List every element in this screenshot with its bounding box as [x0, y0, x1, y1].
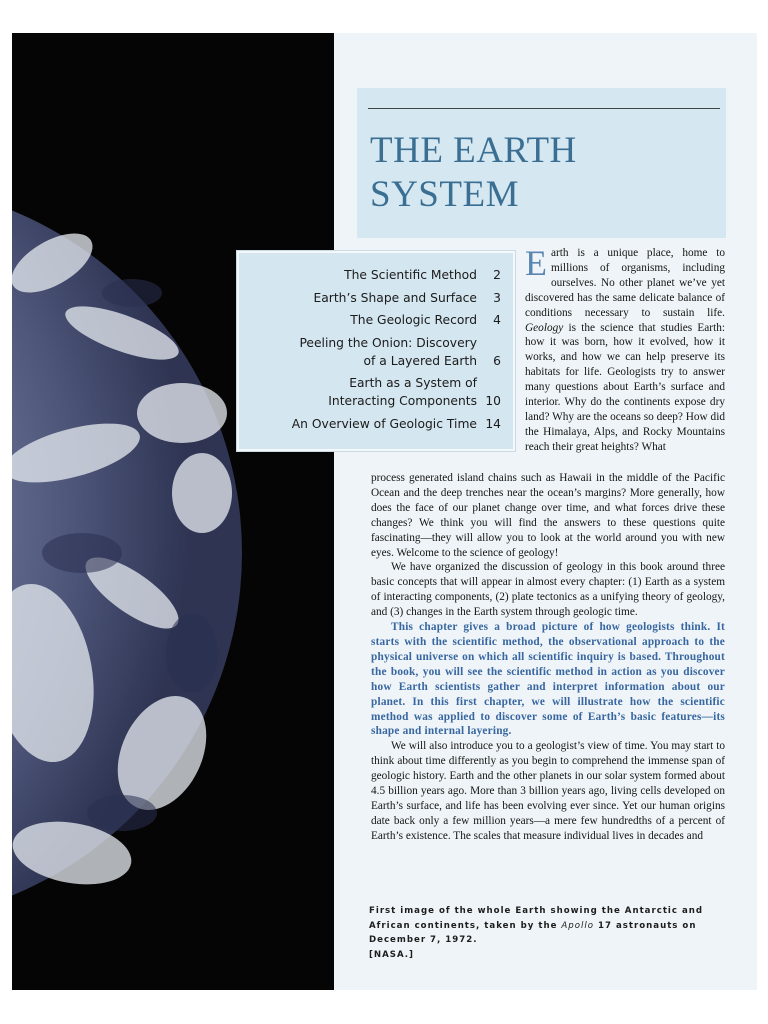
caption-credit: [NASA.]: [369, 949, 414, 960]
toc-entry-page: 4: [493, 313, 501, 327]
photo-caption: [369, 904, 725, 962]
toc-entry: [249, 289, 501, 307]
toc-entry-title: Peeling the Onion: Discovery of a Layered Earth: [299, 335, 477, 368]
toc-entry: [249, 374, 501, 410]
toc-entry-title: An Overview of Geologic Time: [291, 416, 477, 431]
caption-apollo: Apollo: [561, 920, 595, 931]
intro-paragraph-narrow: [525, 243, 725, 455]
geologic-time-paragraph: We will also introduce you to a geologist’s view of time. You may start to think about time differently as you begin to comprehend the immense span of geologic history. Earth and the other planets in our solar system formed about 4.5 billion years ago. More than 3 billion years ago, living cells developed on Earth’s surface, and life has been evolving ever since. Yet our human origins date back only a few million years—a mere few hundredths of a percent of Earth’s existence. The scales that measure individual lives in decades and: [371, 740, 725, 842]
caption-text: First image of the whole Earth showing the Antarctic and African continents, taken by the: [369, 906, 704, 931]
toc-entry: [249, 311, 501, 329]
earth-photo: [12, 33, 334, 990]
textbook-page: [12, 33, 757, 990]
intro-paragraph-wide: process generated island chains such as Hawaii in the middle of the Pacific Ocean and the deep trenches near the ocean’s margins? More generally, how does the face of our planet change over time, and what forces drive these changes? We think you will find the answers to these questions quite fascinating—they will allow you to look at the world around you with new eyes. Welcome to the science of geology!: [371, 472, 725, 559]
caption-text-end: 17 astronauts on December 7, 1972.: [369, 920, 697, 945]
drop-cap: E: [525, 243, 547, 283]
intro-text-start: arth is a unique place, home to millions of organisms, including ourselves. No other planet we’ve yet discovered has the same delicate balance of conditions necessary to sustain life.: [525, 247, 725, 319]
toc-entry: [249, 334, 501, 370]
toc-entry-page: 2: [493, 268, 501, 282]
title-rule: [368, 108, 720, 109]
earth-globe-image: [12, 33, 334, 990]
toc-entry-title: Earth as a System of Interacting Components: [328, 376, 477, 408]
toc-entry-title: Earth’s Shape and Surface: [313, 290, 477, 305]
toc-entry: [249, 266, 501, 284]
chapter-title-line2: SYSTEM: [370, 174, 519, 215]
toc-entry-page: 3: [493, 290, 501, 305]
intro-text-cont: is the science that studies Earth: how it was born, how it evolved, how it works, and how we can help preserve its habitats for life. Geologists try to answer many questions about Earth’s surface and interior. Why do the continents expose dry land? Why are the oceans so deep? How did the Himalaya, Alps, and Rocky Mountains reach their great heights? What: [525, 321, 725, 453]
toc-entry-page: 14: [485, 416, 501, 431]
main-text-column: [371, 471, 725, 844]
toc-entry-title: The Geologic Record: [350, 313, 477, 327]
toc-entry: [249, 415, 501, 433]
chapter-contents-box: [237, 251, 515, 451]
concepts-paragraph: We have organized the discussion of geology in this book around three basic concepts that will appear in almost every chapter: (1) Earth as a system of interacting components, (2) plate tectonics as a unifying theory of geology, and (3) changes in the Earth system through geologic time.: [371, 561, 725, 619]
toc-entry-title: The Scientific Method: [344, 268, 477, 282]
toc-entry-page: 10: [485, 394, 501, 408]
chapter-overview-paragraph: This chapter gives a broad picture of how geologists think. It starts with the scientific method, the observational approach to the physical universe on which all scientific inquiry is based. Throughout the book, you will see the scientific method in action as you discover how Earth scientists gather and interpret information about our planet. In this first chapter, we will illustrate how the scientific method was applied to discover some of Earth’s basic features—its shape and internal layering.: [371, 621, 725, 738]
chapter-title-line1: THE EARTH: [370, 130, 577, 171]
geology-term: Geology: [525, 321, 564, 334]
chapter-title: [370, 129, 690, 217]
toc-entry-page: 6: [493, 353, 501, 368]
